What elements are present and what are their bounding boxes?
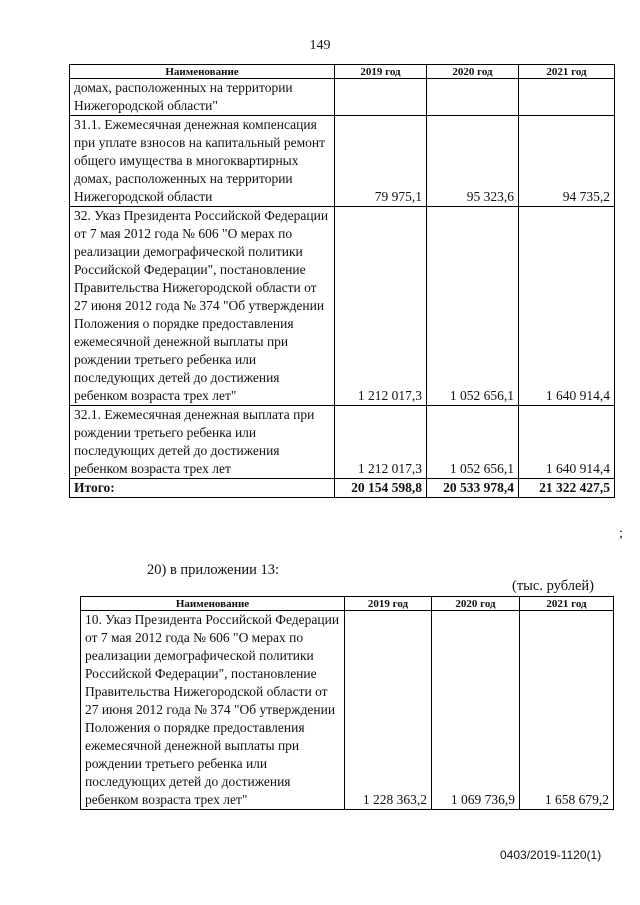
column-header-2019: 2019 год — [335, 65, 427, 79]
row-name: 32.1. Ежемесячная денежная выплата при рождении третьего ребенка или последующих детей до достижения ребенком возраста трех лет — [70, 406, 335, 479]
column-header-2020: 2020 год — [427, 65, 519, 79]
value-2021 — [519, 79, 615, 116]
units-label: (тыс. рублей) — [512, 578, 594, 594]
value-2020 — [427, 79, 519, 116]
value-2020: 1 052 656,1 — [427, 406, 519, 479]
value-2019: 1 212 017,3 — [335, 207, 427, 406]
value-2019: 1 212 017,3 — [335, 406, 427, 479]
page-number: 149 — [309, 38, 331, 53]
total-label: Итого: — [70, 479, 335, 498]
document-code: 0403/2019-1120(1) — [500, 848, 602, 862]
table-header-row — [81, 597, 614, 611]
row-name: 10. Указ Президента Российской Федерации от 7 мая 2012 года № 606 "О мерах по реализации демографической политики Российской Федерации", постановление Правительства Нижегородской области от 27 июня 2012 года № 374 "Об утверждении Положения о порядке предоставления ежемесячной денежной выплаты при рождении третьего ребенка или последующих детей до достижения ребенком возраста трех лет" — [81, 611, 345, 810]
trailing-semicolon: ; — [619, 526, 623, 541]
column-header-name: Наименование — [81, 597, 345, 611]
value-2020: 95 323,6 — [427, 116, 519, 207]
table-row — [70, 116, 615, 207]
table-row — [70, 79, 615, 116]
row-name: домах, расположенных на территории Нижегородской области" — [70, 79, 335, 116]
value-2019: 1 228 363,2 — [345, 611, 432, 810]
budget-table-appendix-13 — [80, 596, 614, 810]
total-2019: 20 154 598,8 — [335, 479, 427, 498]
value-2021: 1 658 679,2 — [520, 611, 614, 810]
total-row — [70, 479, 615, 498]
column-header-2021: 2021 год — [519, 65, 615, 79]
column-header-2020: 2020 год — [432, 597, 520, 611]
value-2020: 1 052 656,1 — [427, 207, 519, 406]
value-2021: 94 735,2 — [519, 116, 615, 207]
table-row — [70, 406, 615, 479]
value-2020: 1 069 736,9 — [432, 611, 520, 810]
budget-table-appendix-12 — [69, 64, 615, 498]
total-2021: 21 322 427,5 — [519, 479, 615, 498]
column-header-2021: 2021 год — [520, 597, 614, 611]
row-name: 31.1. Ежемесячная денежная компенсация при уплате взносов на капитальный ремонт общего имущества в многоквартирных домах, расположенных на территории Нижегородской области — [70, 116, 335, 207]
table-header-row — [70, 65, 615, 79]
value-2021: 1 640 914,4 — [519, 406, 615, 479]
table-row — [81, 611, 614, 810]
value-2019: 79 975,1 — [335, 116, 427, 207]
appendix-heading: 20) в приложении 13: — [147, 562, 280, 578]
value-2021: 1 640 914,4 — [519, 207, 615, 406]
row-name: 32. Указ Президента Российской Федерации от 7 мая 2012 года № 606 "О мерах по реализации демографической политики Российской Федерации", постановление Правительства Нижегородской области от 27 июня 2012 года № 374 "Об утверждении Положения о порядке предоставления ежемесячной денежной выплаты при рождении третьего ребенка или последующих детей до достижения ребенком возраста трех лет" — [70, 207, 335, 406]
total-2020: 20 533 978,4 — [427, 479, 519, 498]
table-row — [70, 207, 615, 406]
column-header-2019: 2019 год — [345, 597, 432, 611]
value-2019 — [335, 79, 427, 116]
column-header-name: Наименование — [70, 65, 335, 79]
